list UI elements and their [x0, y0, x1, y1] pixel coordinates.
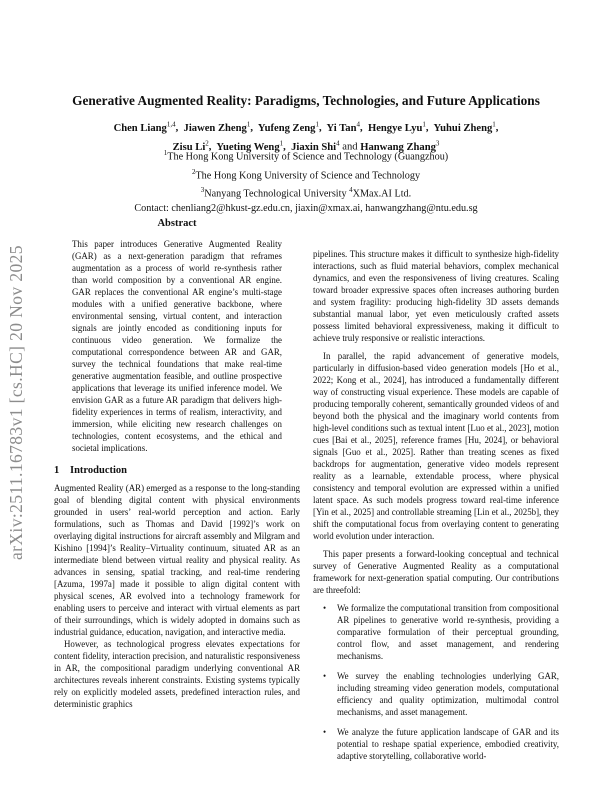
body-paragraph: This paper presents a forward-looking conceptual and technical survey of Generative Augmented Reality as a computational framework for next-generation spatial computing. Our contributions are threefold:	[313, 549, 559, 595]
author: Yi Tan$^4$	[326, 120, 360, 134]
body-paragraph: In parallel, the rapid advancement of generative models, particularly in diffusion-based video generation models [Ho et al., 2022; Kong et al., 2024], has introduced a fundamentally different way of constructing visual experience. These models are capable of producing temporally coherent, semantically grounded videos of and beyond both the physical and the imaginary world contents from high-level conditions such as textual intent [Luo et al., 2023], motion cues [Bai et al., 2025], reference frames [Hu, 2024], or behavioral signals [Guo et al., 2025]. Rather than treating scenes as fixed backdrops for augmentation, generative video models represent reality as a learnable, extendable process, where physical consistency and temporal evolution are expressed within a unified latent space. As such models progress toward real-time inference [Yin et al., 2025] and controllable streaming [Lin et al., 2025b], they shift the computational focus from overlaying content to generating world evolution under interaction.	[313, 351, 559, 541]
left-column	[54, 218, 300, 710]
affiliation: $^2$The Hong Kong University of Science and Technology	[191, 167, 421, 181]
bullet-icon: •	[323, 603, 327, 613]
author: Hanwang Zhang$^3$	[360, 139, 440, 153]
author: Chen Liang$^{1,4}$	[113, 120, 176, 134]
author: Jiaxin Shi$^4$	[291, 139, 340, 153]
bullet-icon: •	[323, 727, 327, 737]
intro-paragraph: However, as technological progress elevates expectations for content fidelity, interaction precision, and naturalistic responsiveness in AR, the compositional paradigm underlying conventional AR architectures reveals inherent constraints. Existing systems typically rely on explicitly modeled assets, predefined interaction rules, and deterministic graphics	[54, 639, 300, 709]
bullet-icon: •	[323, 671, 327, 681]
author: Yueting Weng$^1$	[216, 139, 284, 153]
list-item: • We analyze the future application landscape of GAR and its potential to reshape spatial experience, embodied creativity, adaptive storytelling, collaborative world-	[323, 727, 559, 761]
author: Yuhui Zheng$^1$	[433, 120, 496, 134]
section-heading-introduction	[54, 465, 300, 476]
intro-paragraph: Augmented Reality (AR) emerged as a response to the long-standing goal of blending digital content with physical environments grounded in users’ real-world perception and action. Early formulations, such as Thomas and David [1992]’s work on overlaying digital instructions for aircraft assembly and Milgram and Kishino [1994]’s Reality–Virtuality continuum, situated AR as an intermediate blend between virtual reality and physical reality. As advances in sensing, spatial tracking, and real-time rendering [Azuma, 1997a] made it possible to align digital content with physical scenes, AR evolved into a technology framework for enabling users to perceive and interact with virtual elements as part of their surroundings, which is widely adopted in domains such as industrial guidance, education, navigation, and interactive media.	[54, 483, 300, 637]
author-list: Chen Liang$^{1,4}$, Jiawen Zheng$^1$, Yufeng Zeng$^1$, Yi Tan$^4$, Hengye Lyu$^1$, Yuhui Zheng$^1$, Zisu Li$^2$, Yueting Weng$^1$, Jiaxin Shi$^4$ and Hanwang Zhang$^3$	[113, 120, 499, 153]
contributions-list	[313, 602, 559, 762]
author: Hengye Lyu$^1$	[367, 120, 426, 134]
contact-emails[interactable]: Contact: chenliang2@hkust-gz.edu.cn, jiaxin@xmax.ai, hanwangzhang@ntu.edu.sg	[134, 202, 478, 214]
arxiv-identifier-stamp[interactable]: arXiv:2511.16783v1 [cs.HC] 20 Nov 2025	[6, 245, 26, 560]
list-item: • We survey the enabling technologies underlying GAR, including streaming video generation models, computational efficiency and quality optimization, multimodal control mechanisms, and asset management.	[323, 671, 559, 717]
author: Yufeng Zeng$^1$	[257, 120, 319, 134]
right-column	[313, 248, 559, 770]
author: Jiawen Zheng$^1$	[183, 120, 251, 134]
paper-title: Generative Augmented Reality: Paradigms, Technologies, and Future Applications	[72, 93, 540, 108]
affiliations	[60, 146, 552, 216]
section-title: Introduction	[70, 465, 127, 476]
affiliation: $^3$Nanyang Technological University $^4$XMax.AI Ltd.	[200, 186, 412, 200]
section-number: 1	[54, 465, 60, 476]
affiliation: $^1$The Hong Kong University of Science and Technology (Guangzhou)	[163, 149, 449, 163]
body-paragraph: pipelines. This structure makes it difficult to synthesize high-fidelity interactions, such as fluid material behaviors, complex mechanical dynamics, and even the responsiveness of living creatures. Scaling toward broader expressive spaces often increases authoring burden and system fragility: producing high-fidelity 3D assets demands substantial manual labor, yet even meticulously crafted assets possess limited behavioral expressiveness, making it difficult to achieve truly responsive or realistic interactions.	[313, 249, 559, 343]
author: Zisu Li$^2$	[172, 139, 209, 153]
list-item: • We formalize the computational transition from compositional AR pipelines to generative world re-synthesis, providing a comparative formulation of their perceptual grounding, control flow, and asset management, and rendering mechanisms.	[323, 603, 559, 661]
abstract-heading: Abstract	[157, 218, 197, 229]
abstract-text: This paper introduces Generative Augmented Reality (GAR) as a next-generation paradigm that reframes augmentation as a process of world re-synthesis rather than world composition by a conventional AR engine. GAR replaces the conventional AR engine’s multi-stage modules with a unified generative backbone, where environmental sensing, virtual content, and interaction signals are jointly encoded as conditioning inputs for continuous video generation. We formalize the computational correspondence between AR and GAR, survey the technical foundations that make real-time generative augmentation feasible, and outline prospective applications that leverage its unified inference model. We envision GAR as a future AR paradigm that delivers high-fidelity experiences in terms of realism, interactivity, and immersion, while eliciting new research challenges on technologies, content ecosystems, and the ethical and societal implications.	[72, 239, 282, 453]
